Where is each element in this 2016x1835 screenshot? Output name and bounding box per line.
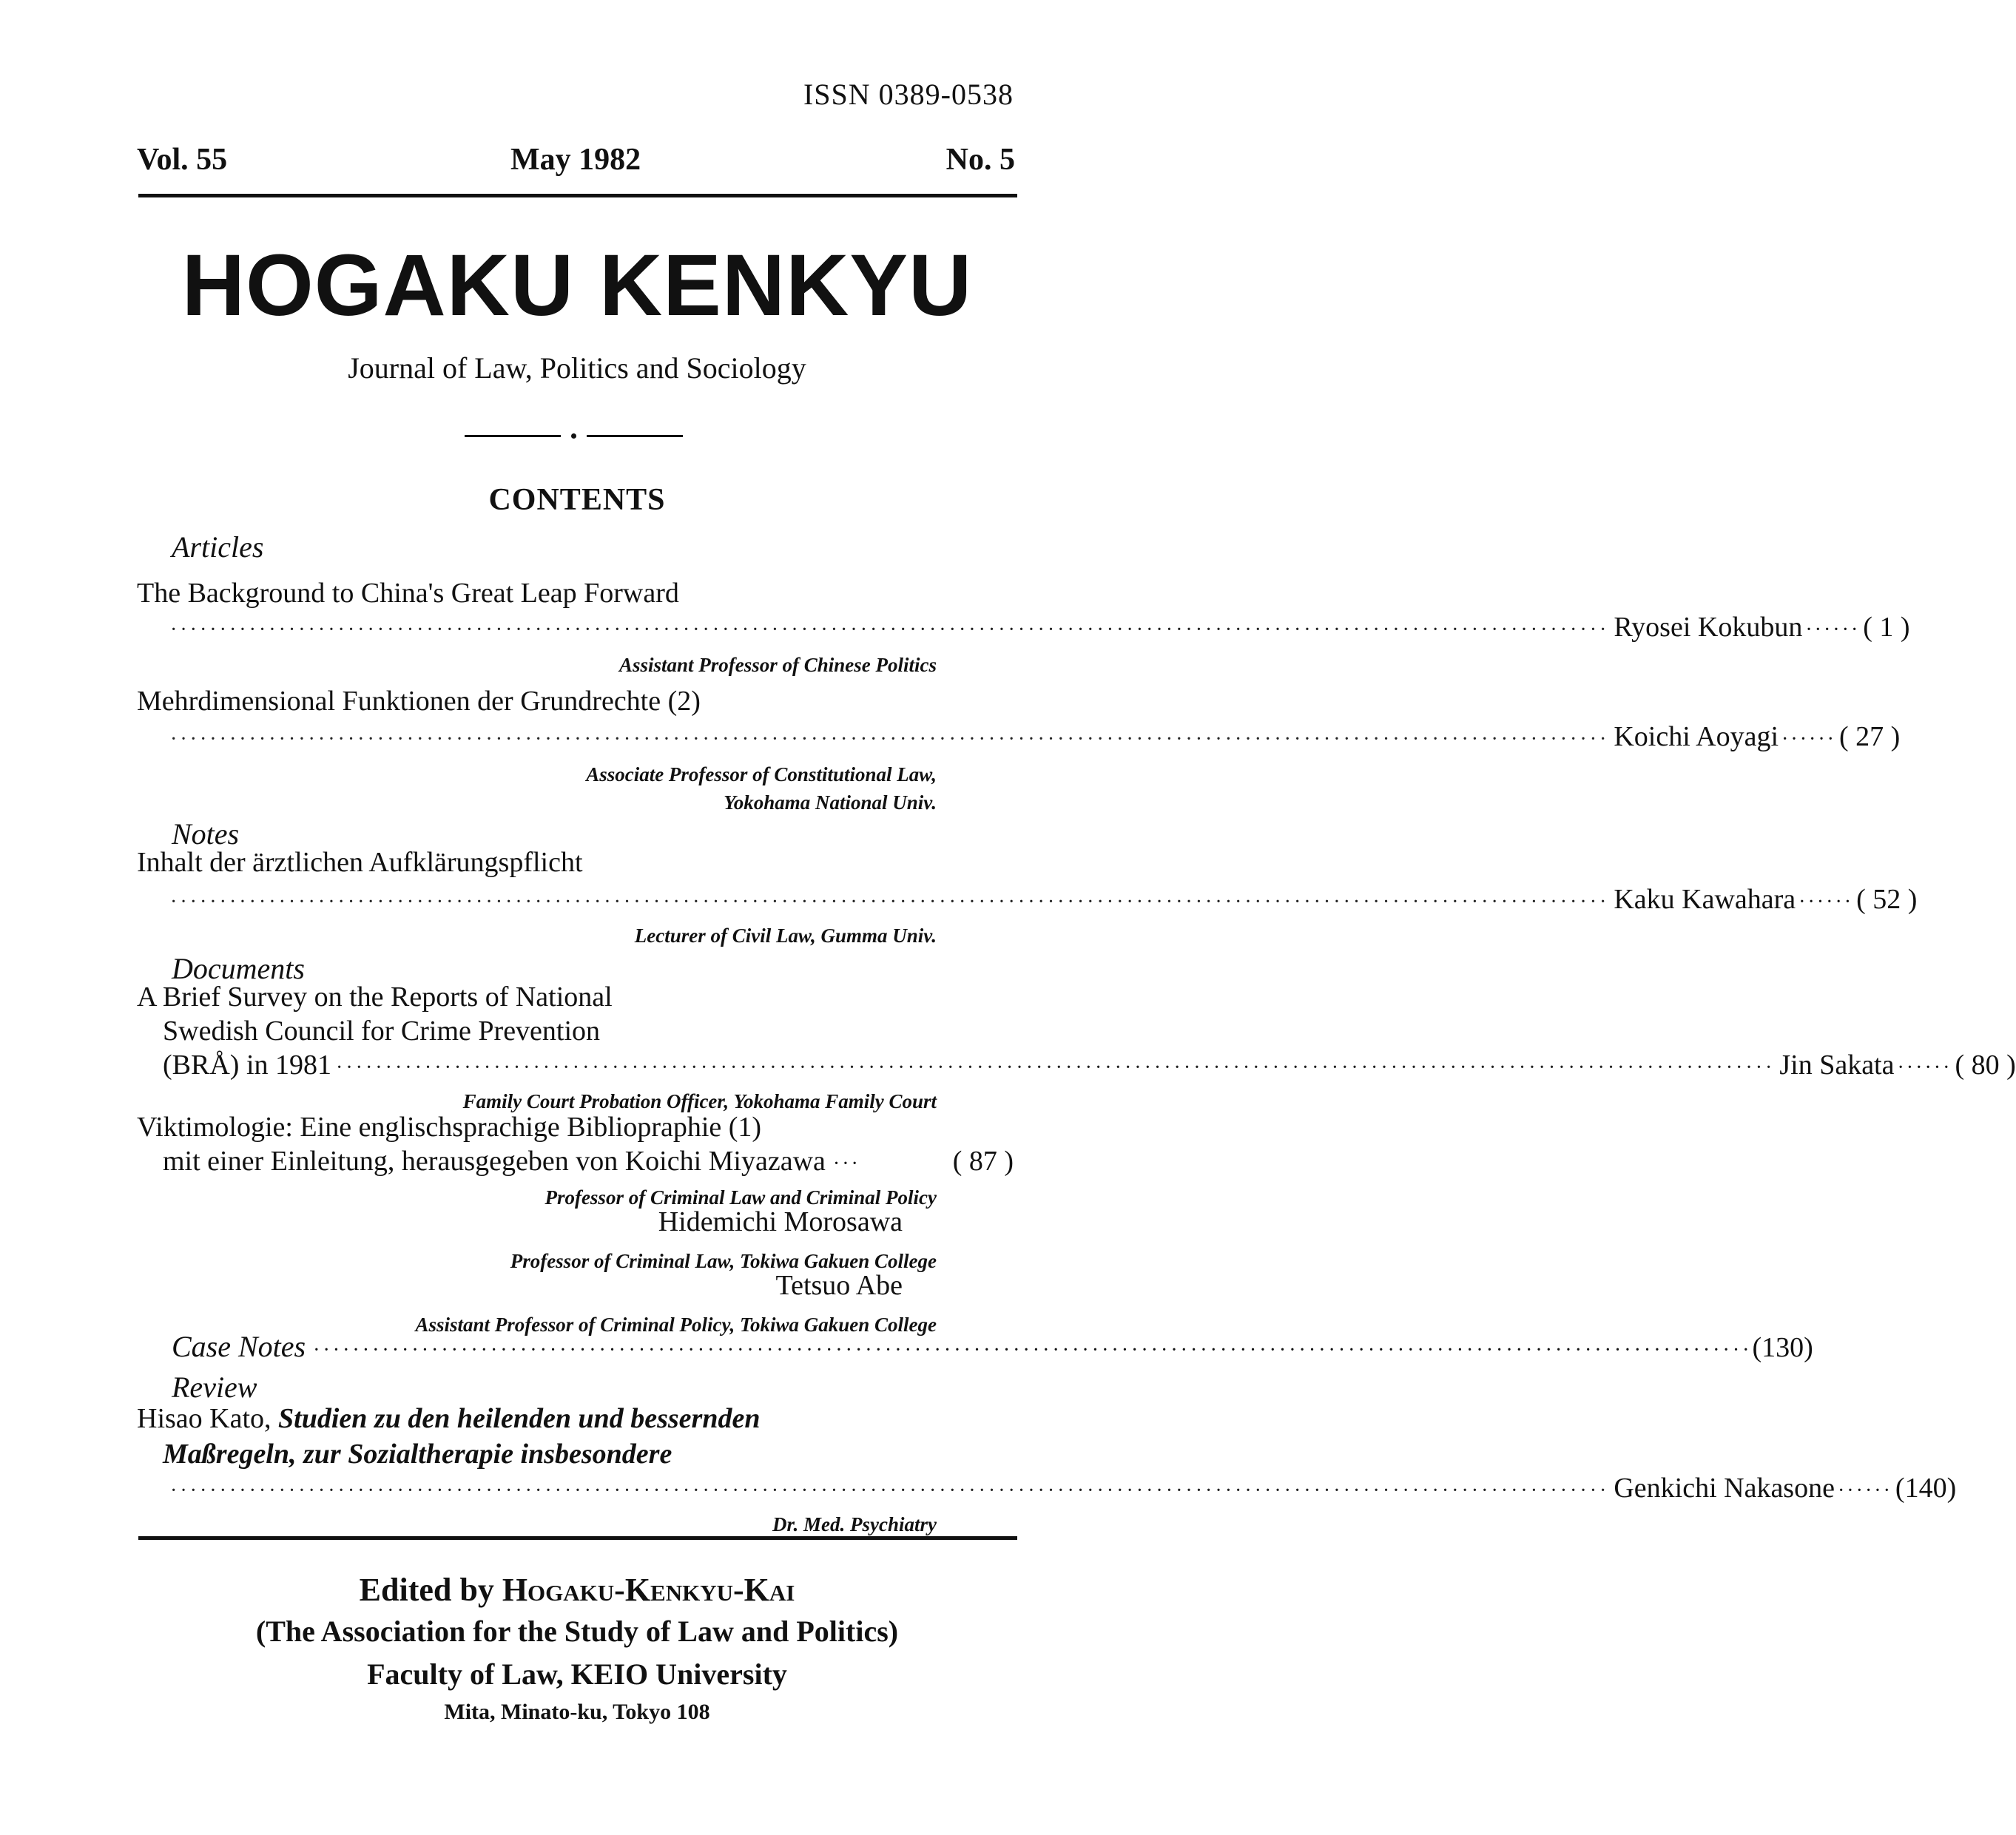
journal-title: HOGAKU KENKYU bbox=[181, 237, 973, 334]
volume-number: Vol. 55 bbox=[137, 143, 228, 177]
editor-line bbox=[0, 1571, 1154, 1609]
author-affiliation: Yokohama National Univ. bbox=[724, 791, 937, 814]
document-title: Swedish Council for Crime Prevention bbox=[163, 1015, 601, 1047]
toc-entry-row: ·················································································································································· Kaku Kawahara ······ ( 52 ) bbox=[170, 884, 1918, 915]
author-name: Kaku Kawahara bbox=[1614, 884, 1796, 915]
leader-dots: ·················································································································································· bbox=[313, 1339, 1753, 1362]
toc-entry-row bbox=[172, 1329, 1813, 1364]
document-title: A Brief Survey on the Reports of National bbox=[137, 981, 613, 1013]
document-title: (BRÅ) in 1981 bbox=[163, 1050, 331, 1081]
section-review: Review bbox=[172, 1371, 257, 1404]
leader-dots: ·················································································································································· bbox=[170, 618, 1610, 641]
reviewed-book-title: Maßregeln, zur Sozialtherapie insbesondere bbox=[163, 1439, 672, 1470]
author-affiliation: Lecturer of Civil Law, Gumma Univ. bbox=[634, 925, 937, 947]
journal-subtitle: Journal of Law, Politics and Sociology bbox=[348, 351, 806, 385]
association-name: (The Association for the Study of Law and Politics) bbox=[255, 1615, 899, 1648]
article-title: Mehrdimensional Funktionen der Grundrechte (2) bbox=[137, 686, 701, 717]
publisher-address: Mita, Minato-ku, Tokyo 108 bbox=[444, 1700, 710, 1724]
toc-entry-row: (BRÅ) in 1981 ·················································································································································· Jin Sakata ······ ( 80 ) bbox=[163, 1050, 2016, 1081]
leader-dots: ·················································································································································· bbox=[336, 1056, 1776, 1079]
author-name: Tetsuo Abe bbox=[775, 1270, 903, 1301]
author-name: Koichi Aoyagi bbox=[1614, 721, 1779, 752]
section-notes: Notes bbox=[172, 817, 240, 851]
note-title: Inhalt der ärztlichen Aufklärungspflicht bbox=[137, 847, 583, 878]
author-affiliation: Professor of Criminal Law and Criminal Policy bbox=[545, 1186, 937, 1209]
toc-entry-row: ·················································································································································· Ryosei Kokubun ······ ( 1 ) bbox=[170, 612, 1910, 643]
page-number: (130) bbox=[1752, 1332, 1813, 1363]
author-name: Jin Sakata bbox=[1779, 1050, 1895, 1081]
toc-entry-row: mit einer Einleitung, herausgegeben von Koichi Miyazawa ··· ( 87 ) bbox=[163, 1146, 1014, 1177]
author-name: Ryosei Kokubun bbox=[1614, 612, 1803, 643]
toc-entry-row: ·················································································································································· Koichi Aoyagi ······ ( 27 ) bbox=[170, 721, 1901, 752]
author-affiliation: Dr. Med. Psychiatry bbox=[772, 1513, 937, 1535]
footer-rule bbox=[138, 1536, 1017, 1540]
ornament-divider bbox=[465, 432, 687, 439]
author-affiliation: Assistant Professor of Chinese Politics bbox=[618, 654, 937, 676]
faculty-name: Faculty of Law, KEIO University bbox=[367, 1657, 787, 1691]
review-lead: Hisao Kato, bbox=[137, 1403, 272, 1434]
leader-dots: ·················································································································································· bbox=[170, 728, 1610, 751]
document-title: Viktimologie: Eine englischsprachige Bibliopraphie (1) bbox=[137, 1112, 762, 1143]
article-title: The Background to China's Great Leap Forward bbox=[137, 578, 679, 609]
issue-number: No. 5 bbox=[945, 143, 1015, 177]
author-affiliation: Associate Professor of Constitutional Law, bbox=[586, 763, 937, 785]
page-number: ( 52 ) bbox=[1856, 884, 1918, 915]
contents-heading: CONTENTS bbox=[488, 483, 666, 517]
page-number: (140) bbox=[1895, 1473, 1957, 1504]
author-name: Hidemichi Morosawa bbox=[658, 1206, 903, 1237]
author-name: Genkichi Nakasone bbox=[1614, 1473, 1835, 1504]
leader-dots: ·················································································································································· bbox=[170, 1479, 1610, 1502]
issue-date: May 1982 bbox=[510, 143, 641, 177]
section-case-notes: Case Notes bbox=[172, 1330, 306, 1363]
editor-name: Hogaku-Kenkyu-Kai bbox=[502, 1572, 795, 1608]
author-affiliation: Family Court Probation Officer, Yokohama Family Court bbox=[462, 1090, 937, 1112]
toc-entry-row: ·················································································································································· Genkichi Nakasone ······ (140) bbox=[170, 1473, 1957, 1504]
edited-by-label: Edited by bbox=[359, 1572, 494, 1608]
review-title bbox=[137, 1402, 760, 1435]
issn: ISSN 0389-0538 bbox=[803, 78, 1014, 111]
page-number: ( 27 ) bbox=[1839, 721, 1901, 752]
leader-dots: ·················································································································································· bbox=[170, 891, 1610, 913]
page-number: ( 1 ) bbox=[1863, 612, 1910, 643]
document-title: mit einer Einleitung, herausgegeben von Koichi Miyazawa bbox=[163, 1146, 826, 1177]
author-affiliation: Assistant Professor of Criminal Policy, Tokiwa Gakuen College bbox=[415, 1314, 937, 1336]
reviewed-book-title: Studien zu den heilenden und bessernden bbox=[278, 1403, 761, 1434]
section-documents: Documents bbox=[172, 952, 305, 985]
page-number: ( 80 ) bbox=[1955, 1050, 2016, 1081]
author-affiliation: Professor of Criminal Law, Tokiwa Gakuen College bbox=[510, 1250, 937, 1272]
header-rule bbox=[138, 194, 1017, 197]
section-articles: Articles bbox=[172, 530, 264, 564]
page-number: ( 87 ) bbox=[952, 1146, 1014, 1177]
